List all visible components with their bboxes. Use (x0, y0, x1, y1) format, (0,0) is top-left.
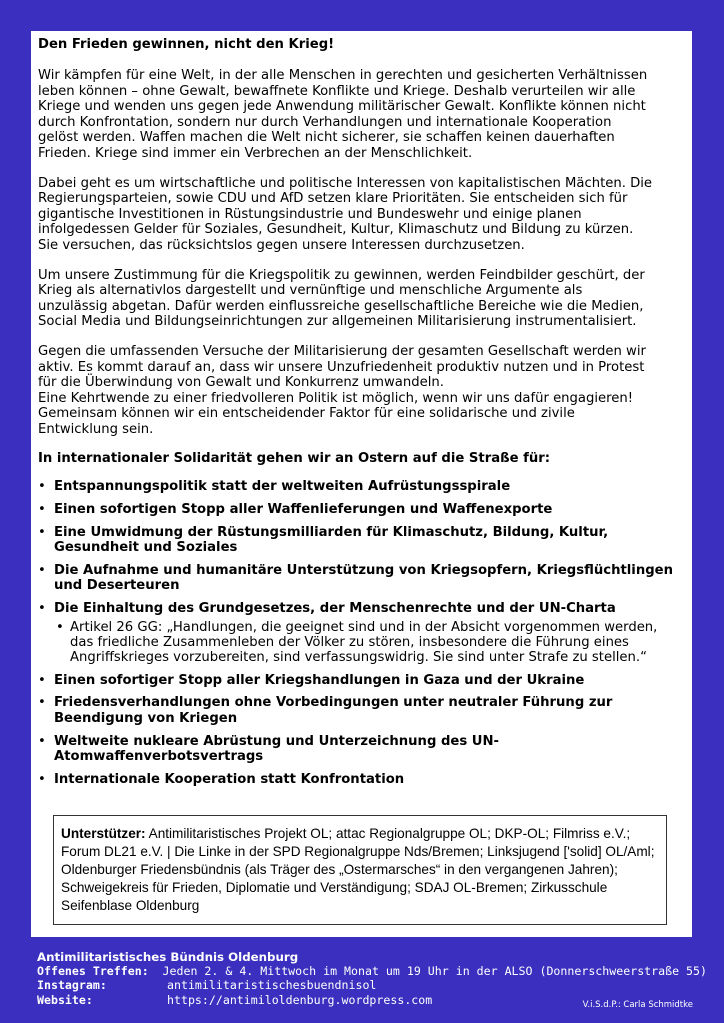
bullet-icon: • (38, 733, 46, 749)
demand-text: Die Einhaltung des Grundgesetzes, der Menschenrechte und der UN-Charta (54, 601, 616, 617)
bullet-icon: • (56, 619, 64, 635)
visdp-note: V.i.S.d.P.: Carla Schmidtke (582, 1000, 693, 1010)
paragraph-line: Um unsere Zustimmung für die Kriegspolitik zu gewinnen, werden Feindbilder geschürt, der (38, 267, 645, 283)
instagram-handle: antimilitaristischesbuendnisol (167, 978, 377, 993)
demand-item (38, 772, 684, 788)
paragraph-line: aktiv. Es kommt darauf an, dass wir unsere Unzufriedenheit produktiv nutzen und in Protest (38, 359, 645, 375)
paragraph-line: Frieden. Kriege sind immer ein Verbrechen an der Menschlichkeit. (38, 145, 473, 161)
paragraph-4 (38, 344, 684, 438)
demand-text: Internationale Kooperation statt Konfrontation (54, 771, 405, 787)
demand-text: Entspannungspolitik statt der weltweiten Aufrüstungsspirale (54, 479, 511, 495)
paragraph-line: durch Konfrontation, sondern nur durch Verhandlungen und internationale Kooperation (38, 114, 612, 130)
website-link[interactable]: https://antimiloldenburg.wordpress.com (167, 992, 433, 1007)
paragraph-3 (38, 268, 684, 330)
demand-text: Eine Umwidmung der Rüstungsmilliarden für Klimaschutz, Bildung, Kultur, Gesundheit und Soziales (54, 524, 609, 556)
article-quote: Artikel 26 GG: „Handlungen, die geeignet sind und in der Absicht vorgenommen werden, das friedliche Zusammenleben der Völker zu stören, insbesondere die Führung eines Angriffskrieges vorzubereiten, sind verfassungswidrig. Sie sind unter Strafe zu stellen.“ (70, 619, 658, 666)
demand-sublist (54, 620, 684, 666)
demand-item (38, 673, 684, 689)
bullet-icon: • (38, 672, 46, 688)
paragraph-line: Dabei geht es um wirtschaftliche und politische Interessen von kapitalistischen Mächten. Die (38, 175, 653, 191)
paragraph-line: Wir kämpfen für eine Welt, in der alle Menschen in gerechten und gesicherten Verhältnissen (38, 68, 648, 83)
paragraph-line: Gegen die umfassenden Versuche der Militarisierung der gesamten Gesellschaft werden wir (38, 343, 646, 359)
demand-text: Friedensverhandlungen ohne Vorbedingungen unter neutraler Führung zur Beendigung von Kriegen (54, 695, 613, 727)
flyer-sheet (31, 31, 692, 937)
supporters-box (53, 815, 667, 925)
demand-item (38, 525, 684, 556)
paragraph-line: unzulässig abgetan. Dafür werden einflussreiche gesellschaftliche Bereiche wie die Medien, (38, 298, 644, 314)
demand-item (38, 601, 684, 666)
website-label: Website: (37, 992, 93, 1007)
supporters-text: Antimilitaristisches Projekt OL; attac Regionalgruppe OL; DKP-OL; Filmriss e.V.; Forum DL21 e.V. | Die Linke in der SPD Regionalgruppe Nds/Bremen; Linksjugend ['solid] OL/Aml; Oldenburger Friedensbündnis (als Träger des „Ostermarsches“ in den vergangenen Jahren); Schweigekreis für Frieden, Diplomatie und Verständigung; SDAJ OL-Bremen; Zirkusschule Seifenblase Oldenburg (61, 826, 655, 913)
demand-item (38, 695, 684, 726)
demand-text: Einen sofortiger Stopp aller Kriegshandlungen in Gaza und der Ukraine (54, 672, 585, 688)
demand-item (38, 479, 684, 495)
paragraph-line: Regierungsparteien, sowie CDU und AfD setzen klare Prioritäten. Sie entscheiden sich für (38, 191, 628, 207)
bullet-icon: • (38, 502, 46, 518)
meeting-value: Jeden 2. & 4. Mittwoch im Monat um 19 Uhr in der ALSO (Donnerschweerstraße 55) (162, 964, 707, 979)
paragraph-line: gigantische Investitionen in Rüstungsindustrie und Bundeswehr und einige planen (38, 206, 582, 222)
paragraph-line: für die Überwindung von Gewalt und Konkurrenz umwandeln. (38, 375, 444, 391)
paragraph-line: Social Media und Bildungseinrichtungen zur allgemeinen Militarisierung instrumentalisiert. (38, 314, 637, 330)
demand-text: Weltweite nukleare Abrüstung und Unterzeichnung des UN-Atomwaffenverbotsvertrags (54, 733, 500, 765)
paragraph-line: Kriege und wenden uns gegen jede Anwendung militärischer Gewalt. Konflikte können nicht (38, 99, 646, 115)
instagram-label: Instagram: (37, 978, 107, 993)
footer-org-name: Antimilitaristisches Bündnis Oldenburg (37, 950, 299, 964)
paragraph-line: Entwicklung sein. (38, 421, 154, 437)
demand-text: Die Aufnahme und humanitäre Unterstützung von Kriegsopfern, Kriegsflüchtlingen und Deserteuren (54, 562, 673, 594)
paragraph-line: infolgedessen Gelder für Soziales, Gesundheit, Kultur, Klimaschutz und Bildung zu kürzen. (38, 222, 634, 238)
bullet-icon: • (38, 771, 46, 787)
bullet-icon: • (38, 601, 46, 617)
paragraph-line: Eine Kehrtwende zu einer friedvolleren Politik ist möglich, wenn wir uns dafür engagieren! (38, 390, 634, 406)
footer (37, 950, 707, 1010)
demands-list (38, 479, 684, 787)
bullet-icon: • (38, 524, 46, 540)
demand-text: Einen sofortigen Stopp aller Waffenlieferungen und Waffenexporte (54, 502, 553, 518)
paragraph-line: Krieg als alternativlos dargestellt und vernünftige und menschliche Argumente als (38, 283, 583, 299)
demand-item (38, 734, 684, 765)
bullet-icon: • (38, 695, 46, 711)
flyer-heading: Den Frieden gewinnen, nicht den Krieg! (38, 37, 335, 52)
footer-instagram-row (37, 978, 707, 992)
paragraph-1 (38, 68, 684, 162)
footer-meeting-row (37, 964, 707, 978)
meeting-label: Offenes Treffen: (37, 964, 149, 979)
demand-item (38, 502, 684, 518)
paragraph-line: gelöst werden. Waffen machen die Welt nicht sicherer, sie schaffen keinen dauerhaften (38, 130, 615, 146)
paragraph-2 (38, 176, 684, 254)
article-quote-item (54, 620, 684, 666)
paragraph-line: leben können – ohne Gewalt, bewaffnete Konflikte und Kriege. Deshalb verurteilen wir alle (38, 83, 636, 99)
supporters-label: Unterstützer: (61, 826, 146, 841)
demands-heading: In internationaler Solidarität gehen wir an Ostern auf die Straße für: (38, 451, 551, 467)
paragraph-line: Gemeinsam können wir ein entscheidender Faktor für eine solidarische und zivile (38, 406, 575, 422)
demand-item (38, 563, 684, 594)
paragraph-line: Sie versuchen, das rücksichtslos gegen unsere Interessen durchzusetzen. (38, 237, 525, 253)
bullet-icon: • (38, 479, 46, 495)
bullet-icon: • (38, 562, 46, 578)
